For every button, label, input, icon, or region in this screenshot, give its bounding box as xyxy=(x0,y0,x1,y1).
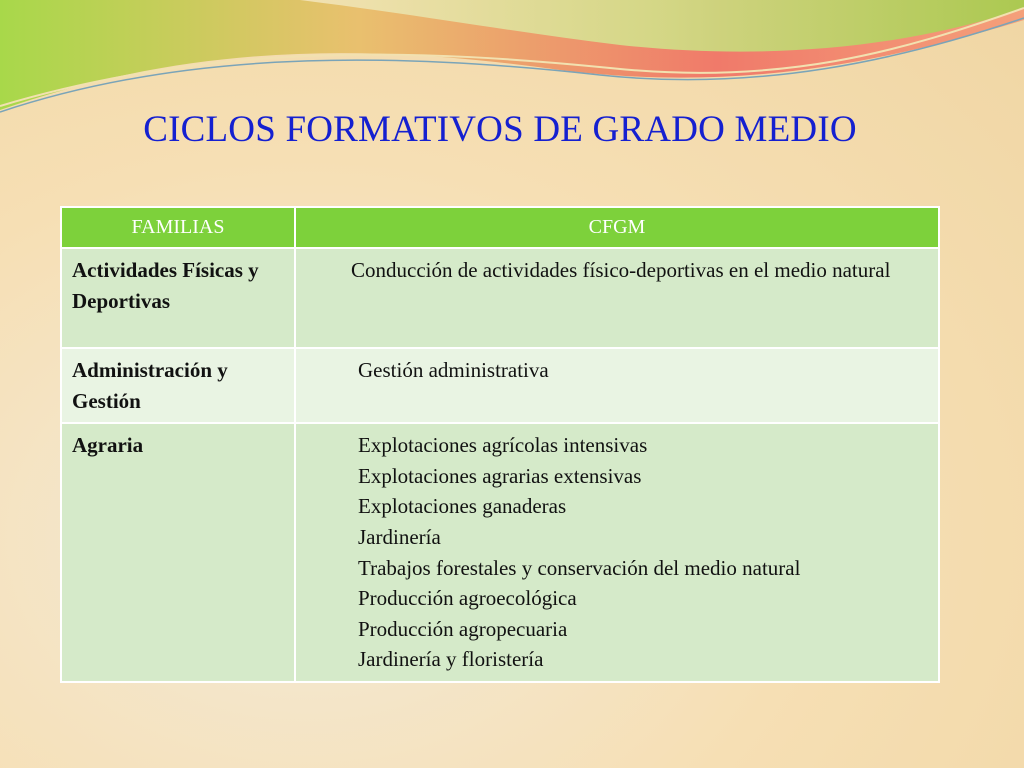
ciclos-table xyxy=(60,206,940,683)
cfgm-item: Producción agropecuaria xyxy=(358,616,568,641)
cfgm-cell xyxy=(295,348,939,423)
table-row xyxy=(61,423,939,682)
cfgm-item: Explotaciones agrícolas intensivas xyxy=(358,433,648,458)
familia-cell: Administración y Gestión xyxy=(61,348,295,423)
cfgm-item: Producción agroecológica xyxy=(358,586,577,611)
cfgm-item: Trabajos forestales y conservación del medio natural xyxy=(358,555,801,580)
header-familias: FAMILIAS xyxy=(61,207,295,248)
cfgm-item: Conducción de actividades físico-deportivas en el medio natural xyxy=(351,258,891,282)
cfgm-item: Jardinería xyxy=(358,524,441,549)
table-row xyxy=(61,348,939,423)
cfgm-item: Explotaciones ganaderas xyxy=(358,494,567,519)
cfgm-cell xyxy=(295,423,939,682)
table-row xyxy=(61,248,939,348)
table-header-row xyxy=(61,207,939,248)
cfgm-item: Explotaciones agrarias extensivas xyxy=(358,463,642,488)
familia-cell: Actividades Físicas y Deportivas xyxy=(61,248,295,348)
cfgm-item: Gestión administrativa xyxy=(358,358,549,382)
slide-title: CICLOS FORMATIVOS DE GRADO MEDIO xyxy=(143,109,857,150)
header-cfgm: CFGM xyxy=(295,207,939,248)
cfgm-item: Jardinería y floristería xyxy=(358,647,544,672)
cfgm-cell xyxy=(295,248,939,348)
familia-cell: Agraria xyxy=(61,423,295,682)
